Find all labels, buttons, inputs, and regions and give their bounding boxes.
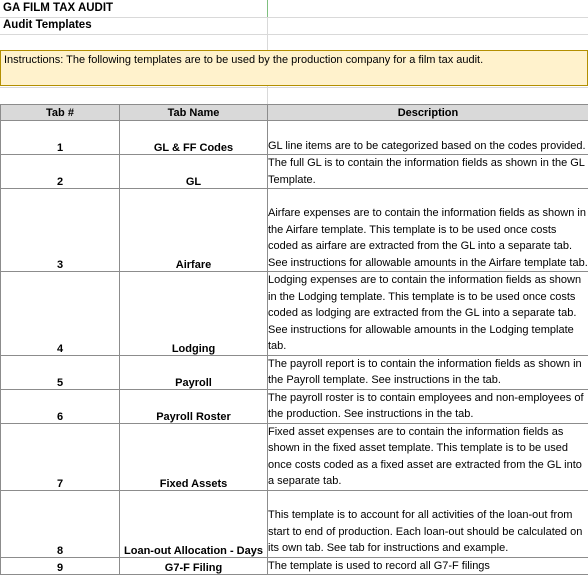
header-description[interactable]: Description bbox=[268, 105, 588, 121]
tab-name-cell[interactable]: Lodging bbox=[120, 272, 268, 356]
header-tab-name[interactable]: Tab Name bbox=[120, 105, 268, 121]
tab-number-cell[interactable]: 2 bbox=[1, 155, 120, 189]
sheet-subtitle[interactable]: Audit Templates bbox=[3, 19, 92, 31]
instructions-cell[interactable]: Instructions: The following templates are to be used by the production company for a film tax audit. bbox=[0, 50, 588, 86]
tab-name-cell[interactable]: Airfare bbox=[120, 189, 268, 272]
row-gridline bbox=[0, 87, 588, 88]
tab-name-cell[interactable]: Payroll Roster bbox=[120, 389, 268, 423]
tab-number-cell[interactable]: 5 bbox=[1, 355, 120, 389]
table-row bbox=[1, 355, 588, 389]
tab-number-cell[interactable]: 4 bbox=[1, 272, 120, 356]
tab-name-cell[interactable]: Fixed Assets bbox=[120, 423, 268, 490]
tab-name-cell[interactable]: G7-F Filing bbox=[120, 557, 268, 575]
table-row bbox=[1, 189, 588, 272]
table-row bbox=[1, 557, 588, 575]
description-cell[interactable]: The template is used to record all G7-F filings bbox=[268, 557, 588, 575]
table-row bbox=[1, 389, 588, 423]
description-cell[interactable]: The full GL is to contain the information fields as shown in the GL Template. bbox=[268, 155, 588, 189]
table-row bbox=[1, 272, 588, 356]
tab-number-cell[interactable]: 1 bbox=[1, 121, 120, 155]
table-row bbox=[1, 155, 588, 189]
tab-name-cell[interactable]: Payroll bbox=[120, 355, 268, 389]
row-gridline bbox=[0, 17, 588, 18]
tab-number-cell[interactable]: 7 bbox=[1, 423, 120, 490]
tab-number-cell[interactable]: 9 bbox=[1, 557, 120, 575]
table-row bbox=[1, 490, 588, 557]
header-tab-number[interactable]: Tab # bbox=[1, 105, 120, 121]
tab-name-cell[interactable]: GL bbox=[120, 155, 268, 189]
description-cell[interactable]: The payroll report is to contain the information fields as shown in the Payroll template. See instructions in the tab. bbox=[268, 355, 588, 389]
description-cell[interactable]: GL line items are to be categorized based on the codes provided. bbox=[268, 121, 588, 155]
tab-name-cell[interactable]: Loan-out Allocation - Days bbox=[120, 490, 268, 557]
description-cell[interactable]: Lodging expenses are to contain the information fields as shown in the Lodging template. This template is to be used once costs coded as lodging are extracted from the GL into a separate tab. See instructions for allowable amounts in the Lodging template tab. bbox=[268, 272, 588, 356]
table-header-row bbox=[1, 105, 588, 121]
table-row bbox=[1, 423, 588, 490]
tab-number-cell[interactable]: 6 bbox=[1, 389, 120, 423]
tab-name-cell[interactable]: GL & FF Codes bbox=[120, 121, 268, 155]
description-cell[interactable]: The payroll roster is to contain employees and non-employees of the production. See instructions in the tab. bbox=[268, 389, 588, 423]
description-cell[interactable]: Airfare expenses are to contain the information fields as shown in the Airfare template. This template is to be used once costs coded as airfare are extracted from the GL into a separate tab. See instructions for allowable amounts in the Airfare template tab. bbox=[268, 189, 588, 272]
table-row bbox=[1, 121, 588, 155]
tab-number-cell[interactable]: 3 bbox=[1, 189, 120, 272]
description-cell[interactable]: Fixed asset expenses are to contain the information fields as shown in the fixed asset template. This template is to be used once costs coded as a fixed asset are extracted from the GL into a separate tab. bbox=[268, 423, 588, 490]
cell-selection-edge bbox=[267, 0, 268, 17]
sheet-title[interactable]: GA FILM TAX AUDIT bbox=[3, 2, 113, 14]
description-cell[interactable]: This template is to account for all activities of the loan-out from start to end of production. Each loan-out should be calculated on its own tab. See tab for instructions and example. bbox=[268, 490, 588, 557]
templates-table bbox=[0, 104, 588, 575]
tab-number-cell[interactable]: 8 bbox=[1, 490, 120, 557]
row-gridline bbox=[0, 34, 588, 35]
